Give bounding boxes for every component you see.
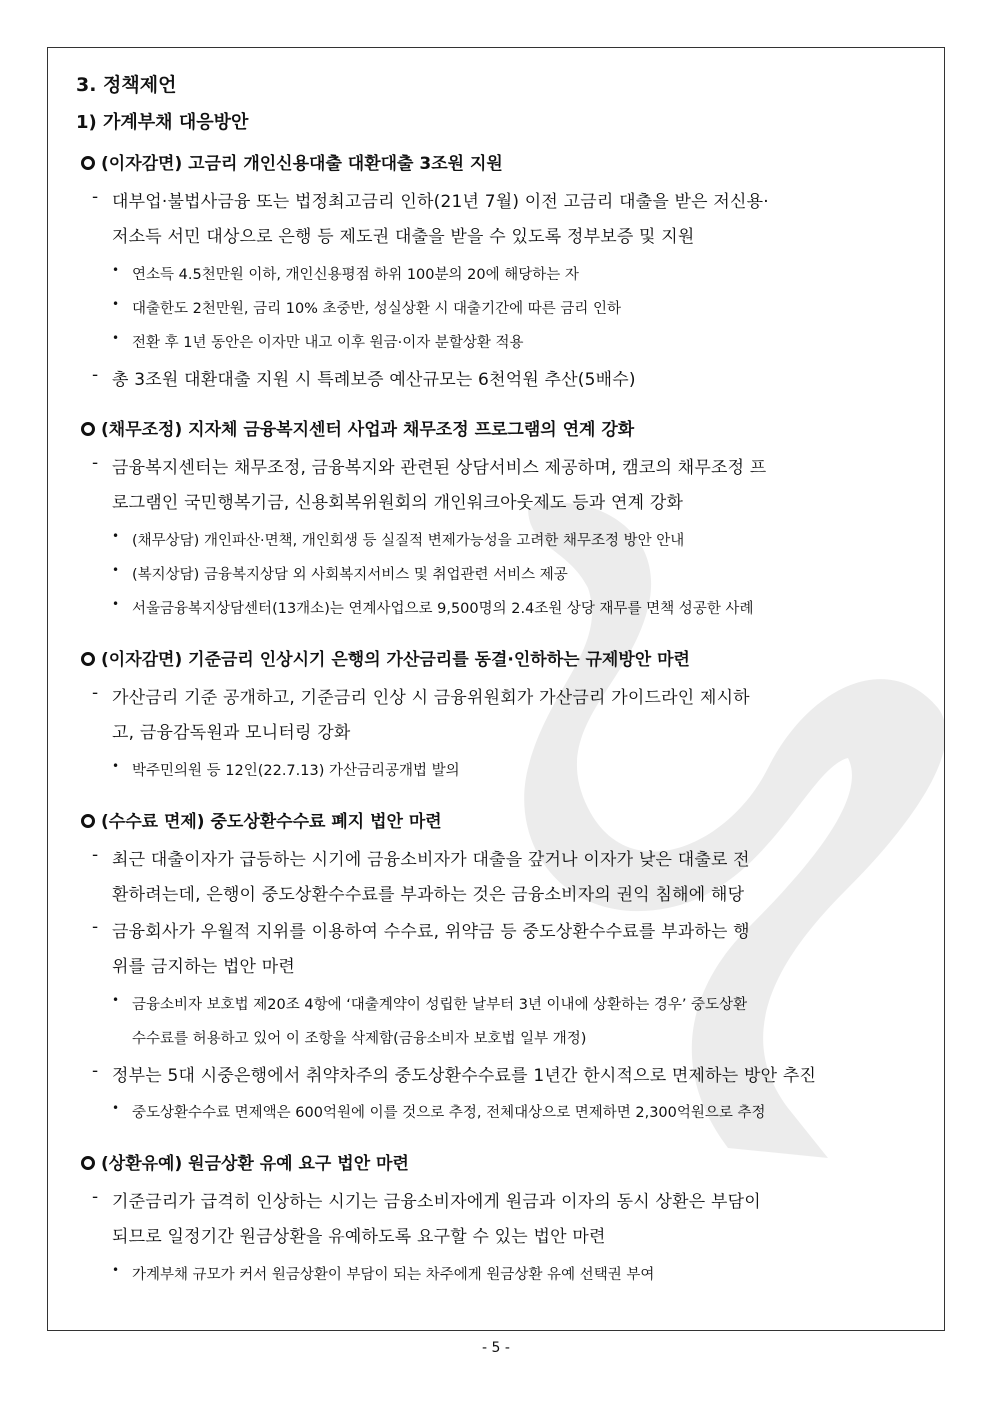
item-heading-text: (수수료 면제) 중도상환수수료 폐지 법안 마련	[101, 812, 442, 832]
dash-line: 되므로 일정기간 원금상환을 유예하도록 요구할 수 있는 법안 마련	[112, 1227, 606, 1247]
item-heading	[81, 645, 690, 670]
bullet-text: 전환 후 1년 동안은 이자만 내고 이후 원금·이자 분할상환 적용	[132, 335, 524, 351]
document-frame: 3. 정책제언 1) 가계부채 대응방안 (이자감면) 고금리 개인신용대출 대환대출 3조원 지원 - 대부업·불법사금융 또는 법정최고금리 인하(21년 7월) 이전 고금리 대출을 받은 저신용· 저소득 서민 대상으로 은행 등 제도권 대출을 받을 수 있도록 정부보증 및 지원 • 연소득 4.5천만원 이하, 개인신용평점 하위 100분의 20에 해당하는 자 • 대출한도 2천만원, 금리 10% 초중반, 성실상환 시 대출기간에 따른 금리 인하 • 전환 후 1년 동안은 이자만 내고 이후 원금·이자 분할상환 적용 - 총 3조원 대환대출 지원 시 특례보증 예산규모는 6천억원 추산(5배수) (채무조정) 지자체 금융복지센터 사업과 채무조정 프로그램의 연계 강화 - 금융복지센터는 채무조정, 금융복지와 관련된 상담서비스 제공하며, 캠코의 채무조정 프 로그램인 국민행복기금, 신용회복위원회의 개인워크아웃제도 등과 연계 강화 • (채무상담) 개인파산·면책, 개인회생 등 실질적 변제가능성을 고려한 채무조정 방안 안내 • (복지상담) 금융복지상담 외 사회복지서비스 및 취업관련 서비스 제공 • 서울금융복지상담센터(13개소)는 연계사업으로 9,500명의 2.4조원 상당 재무를 면책 성공한 사례 (이자감면) 기준금리 인상시기 은행의 가산금리를 동결·인하하는 규제방안 마련 - 가산금리 기준 공개하고, 기준금리 인상 시 금융위원회가 가산금리 가이드라인 제시하 고, 금융감독원과 모니터링 강화 • 박주민의원 등 12인(22.7.13) 가산금리공개법 발의 (수수료 면제) 중도상환수수료 폐지 법안 마련 - 최근 대출이자가 급등하는 시기에 금융소비자가 대출을 갚거나 이자가 낮은 대출로 전 환하려는데, 은행이 중도상환수수료를 부과하는 것은 금융소비자의 권익 침해에 해당 - 금융회사가 우월적 지위를 이용하여 수수료, 위약금 등 중도상환수수료를 부과하는 행 위를 금지하는 법안 마련 • 금융소비자 보호법 제20조 4항에 ‘대출계약이 성립한 날부터 3년 이내에 상환하는 경우’ 중도상환 수수료를 허용하고 있어 이 조항을 삭제함(금융소비자 보호법 일부 개정) - 정부는 5대 시중은행에서 취약차주의 중도상환수수료를 1년간 한시적으로 면제하는 방안 추진 • 중도상환수수료 면제액은 600억원에 이를 것으로 추정, 전체대상으로 면제하면 2,300억원으로 추정 (상환유예) 원금상환 유예 요구 법안 마련 - 기준금리가 급격히 인상하는 시기는 금융소비자에게 원금과 이자의 동시 상환은 부담이 되므로 일정기간 원금상환을 유예하도록 요구할 수 있는 법안 마련 • 가계부채 규모가 커서 원금상환이 부담이 되는 차주에게 원금상환 유예 선택권 부여	[47, 47, 945, 1331]
circle-bullet-icon	[81, 1156, 95, 1170]
dash-line: 금융복지센터는 채무조정, 금융복지와 관련된 상담서비스 제공하며, 캠코의 채무조정 프	[112, 458, 767, 478]
bullet-text: (복지상담) 금융복지상담 외 사회복지서비스 및 취업관련 서비스 제공	[132, 567, 568, 583]
subsection-title: 1) 가계부채 대응방안	[76, 112, 249, 133]
bullet-text: 수수료를 허용하고 있어 이 조항을 삭제함(금융소비자 보호법 일부 개정)	[132, 1031, 587, 1047]
bullet-text: 중도상환수수료 면제액은 600억원에 이를 것으로 추정, 전체대상으로 면제하면 2,300억원으로 추정	[132, 1105, 766, 1121]
dash-line: 정부는 5대 시중은행에서 취약차주의 중도상환수수료를 1년간 한시적으로 면제하는 방안 추진	[112, 1066, 817, 1086]
circle-bullet-icon	[81, 422, 95, 436]
item-heading-text: (이자감면) 기준금리 인상시기 은행의 가산금리를 동결·인하하는 규제방안 마련	[101, 650, 690, 670]
bullet-text: 서울금융복지상담센터(13개소)는 연계사업으로 9,500명의 2.4조원 상당 재무를 면책 성공한 사례	[132, 601, 754, 617]
dash-line: 총 3조원 대환대출 지원 시 특례보증 예산규모는 6천억원 추산(5배수)	[112, 370, 636, 390]
circle-bullet-icon	[81, 652, 95, 666]
dash-line: 고, 금융감독원과 모니터링 강화	[112, 723, 351, 743]
item-heading-text: (상환유예) 원금상환 유예 요구 법안 마련	[101, 1154, 409, 1174]
item-heading	[81, 415, 634, 440]
bullet-text: 가계부채 규모가 커서 원금상환이 부담이 되는 차주에게 원금상환 유예 선택권 부여	[132, 1267, 655, 1283]
bullet-text: 금융소비자 보호법 제20조 4항에 ‘대출계약이 성립한 날부터 3년 이내에 상환하는 경우’ 중도상환	[132, 997, 748, 1013]
bullet-text: 박주민의원 등 12인(22.7.13) 가산금리공개법 발의	[132, 763, 460, 779]
item-heading	[81, 1149, 409, 1174]
item-heading-text: (이자감면) 고금리 개인신용대출 대환대출 3조원 지원	[101, 154, 503, 174]
dash-line: 환하려는데, 은행이 중도상환수수료를 부과하는 것은 금융소비자의 권익 침해에 해당	[112, 885, 745, 905]
dash-line: 가산금리 기준 공개하고, 기준금리 인상 시 금융위원회가 가산금리 가이드라인 제시하	[112, 688, 750, 708]
dash-line: 금융회사가 우월적 지위를 이용하여 수수료, 위약금 등 중도상환수수료를 부과하는 행	[112, 922, 750, 942]
bullet-text: 대출한도 2천만원, 금리 10% 초중반, 성실상환 시 대출기간에 따른 금리 인하	[132, 301, 621, 317]
bullet-text: (채무상담) 개인파산·면책, 개인회생 등 실질적 변제가능성을 고려한 채무조정 방안 안내	[132, 533, 685, 549]
item-heading	[81, 807, 442, 832]
page-number: - 5 -	[482, 1340, 510, 1356]
bullet-text: 연소득 4.5천만원 이하, 개인신용평점 하위 100분의 20에 해당하는 자	[132, 267, 579, 283]
dash-line: 로그램인 국민행복기금, 신용회복위원회의 개인워크아웃제도 등과 연계 강화	[112, 493, 684, 513]
item-heading	[81, 149, 503, 174]
dash-line: 위를 금지하는 법안 마련	[112, 957, 296, 977]
item-heading-text: (채무조정) 지자체 금융복지센터 사업과 채무조정 프로그램의 연계 강화	[101, 420, 635, 440]
dash-line: 대부업·불법사금융 또는 법정최고금리 인하(21년 7월) 이전 고금리 대출을 받은 저신용·	[112, 192, 769, 212]
circle-bullet-icon	[81, 814, 95, 828]
dash-line: 저소득 서민 대상으로 은행 등 제도권 대출을 받을 수 있도록 정부보증 및 지원	[112, 227, 695, 247]
circle-bullet-icon	[81, 156, 95, 170]
dash-line: 최근 대출이자가 급등하는 시기에 금융소비자가 대출을 갚거나 이자가 낮은 대출로 전	[112, 850, 750, 870]
dash-line: 기준금리가 급격히 인상하는 시기는 금융소비자에게 원금과 이자의 동시 상환은 부담이	[112, 1192, 761, 1212]
section-title: 3. 정책제언	[76, 74, 177, 96]
